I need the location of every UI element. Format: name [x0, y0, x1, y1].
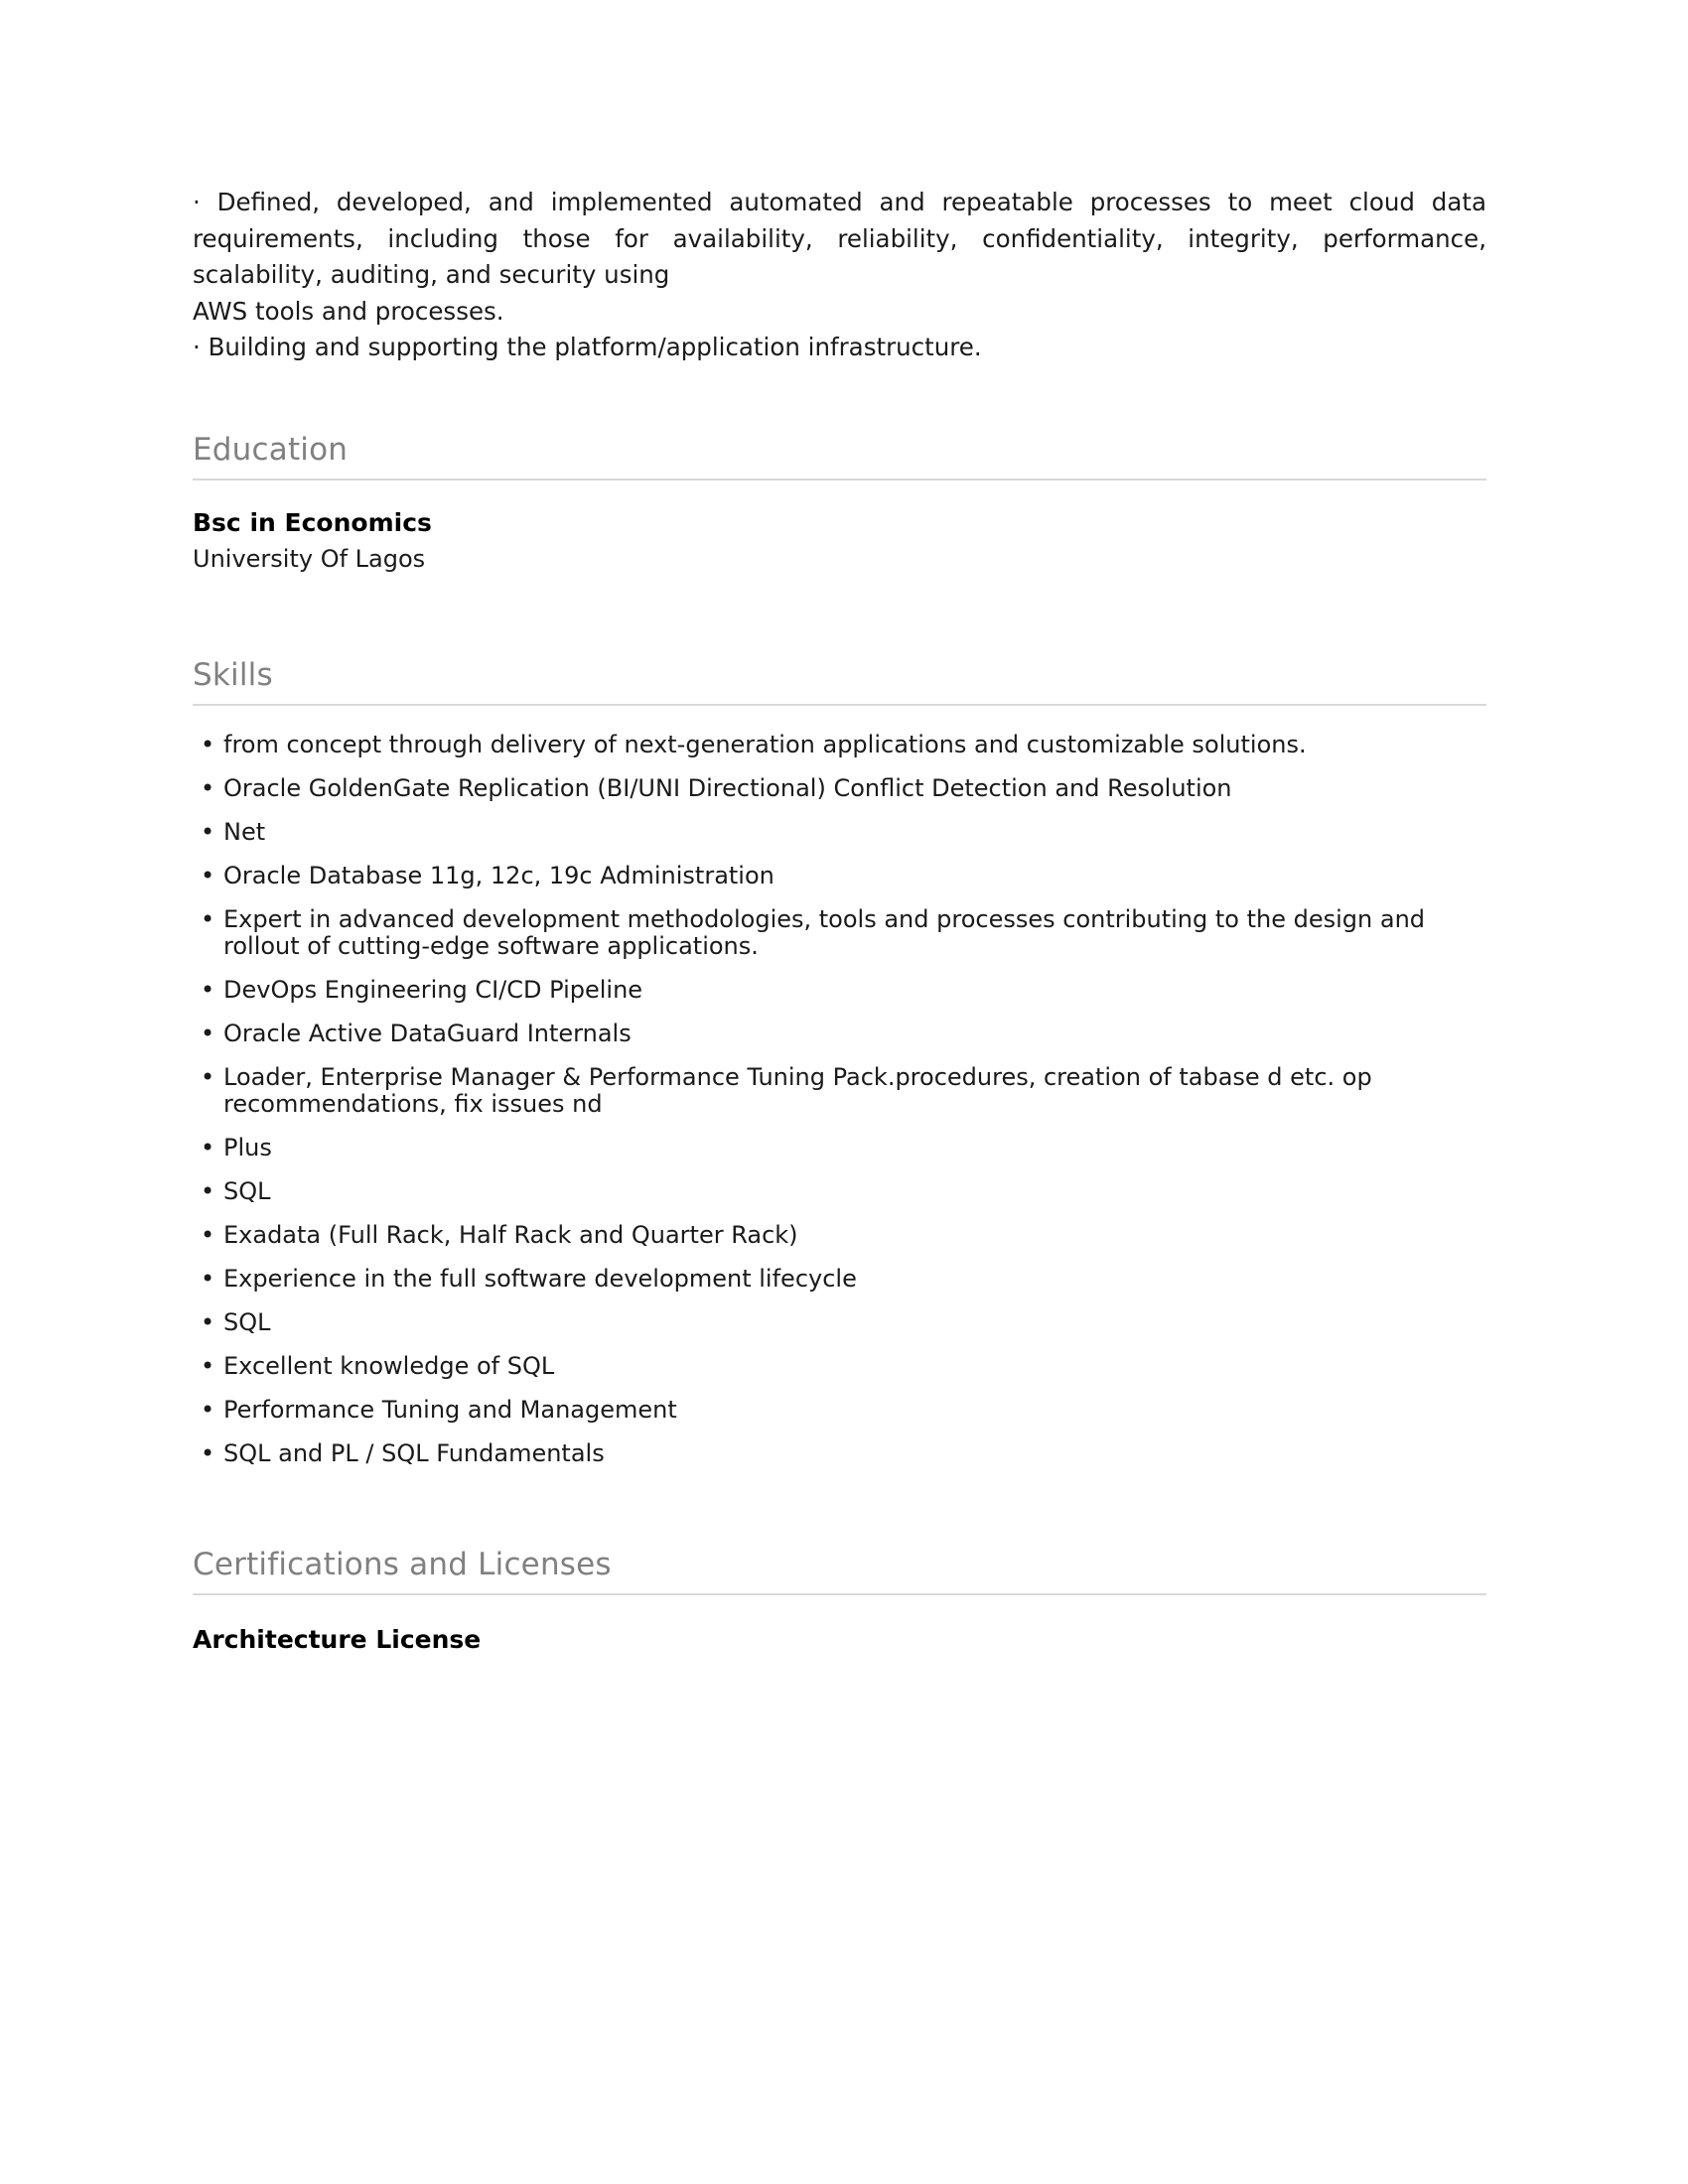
section-heading-education: Education [193, 431, 349, 468]
list-item [193, 906, 1486, 960]
skill-item-label: Performance Tuning and Management [223, 1395, 677, 1424]
intro-paragraph: · Defined, developed, and implemented automated and repeatable processes to meet cloud data requirements, including those for availability, reliability, confidentiality, integrity, performance, scalability, auditing, and security using [193, 188, 1486, 289]
section-heading-certifications: Certifications and Licenses [193, 1546, 612, 1582]
bullet-icon: • [201, 1220, 215, 1249]
bullet-icon: • [201, 861, 215, 889]
document-content [193, 185, 1486, 1657]
list-item [193, 732, 1486, 758]
skill-item-label: Net [223, 817, 266, 846]
skill-item-label: Expert in advanced development methodologies, tools and processes contributing to the design and rollout of cutting-edge software applications. [223, 904, 1426, 960]
education-degree: Bsc in Economics [193, 507, 432, 537]
section-divider-certifications [193, 1593, 1486, 1595]
list-item [193, 1397, 1486, 1424]
bullet-icon: • [201, 1264, 215, 1293]
list-item [193, 775, 1486, 802]
list-item [193, 1178, 1486, 1205]
certification-title: Architecture License [193, 1625, 482, 1655]
skill-item-label: Oracle Active DataGuard Internals [223, 1019, 632, 1047]
skill-item-label: DevOps Engineering CI/CD Pipeline [223, 975, 643, 1004]
section-skills [193, 657, 1486, 1467]
skill-item-label: Plus [223, 1133, 272, 1161]
list-item [193, 977, 1486, 1004]
intro-block [193, 185, 1486, 366]
list-item [193, 1440, 1486, 1467]
intro-line-building-supporting: · Building and supporting the platform/application infrastructure. [193, 333, 982, 361]
section-education [193, 432, 1486, 576]
skill-item-label: Oracle GoldenGate Replication (BI/UNI Directional) Conflict Detection and Resolution [223, 773, 1232, 802]
skill-item-label: from concept through delivery of next-generation applications and customizable solutions. [223, 730, 1307, 758]
bullet-icon: • [201, 1351, 215, 1380]
bullet-icon: • [201, 904, 215, 933]
skill-item-label: Excellent knowledge of SQL [223, 1351, 555, 1380]
skill-item-label: Exadata (Full Rack, Half Rack and Quarter Rack) [223, 1220, 798, 1249]
section-heading-skills: Skills [193, 656, 273, 693]
list-item [193, 1266, 1486, 1293]
bullet-icon: • [201, 773, 215, 802]
section-divider-education [193, 478, 1486, 480]
bullet-icon: • [201, 1438, 215, 1467]
list-item [193, 1064, 1486, 1118]
bullet-icon: • [201, 975, 215, 1004]
bullet-icon: • [201, 1019, 215, 1047]
section-divider-skills [193, 704, 1486, 706]
list-item [193, 819, 1486, 846]
list-item [193, 1309, 1486, 1336]
bullet-icon: • [201, 1395, 215, 1424]
intro-line-aws-tools: AWS tools and processes. [193, 296, 504, 326]
bullet-icon: • [201, 1307, 215, 1336]
bullet-icon: • [201, 817, 215, 846]
skill-item-label: Oracle Database 11g, 12c, 19c Administration [223, 861, 774, 889]
list-item [193, 1021, 1486, 1047]
section-certifications [193, 1547, 1486, 1657]
skill-item-label: SQL [223, 1176, 271, 1205]
skill-item-label: Loader, Enterprise Manager & Performance Tuning Pack.procedures, creation of tabase d etc. op recommendations, fix issues nd [223, 1062, 1372, 1118]
list-item [193, 1222, 1486, 1249]
education-school: University Of Lagos [193, 544, 426, 573]
bullet-icon: • [201, 1133, 215, 1161]
bullet-icon: • [201, 1062, 215, 1091]
bullet-icon: • [201, 730, 215, 758]
skill-item-label: SQL and PL / SQL Fundamentals [223, 1438, 605, 1467]
list-item [193, 1135, 1486, 1161]
bullet-icon: • [201, 1176, 215, 1205]
list-item [193, 863, 1486, 889]
skill-item-label: Experience in the full software development lifecycle [223, 1264, 857, 1293]
certification-entry [193, 1623, 1486, 1657]
skills-list [193, 732, 1486, 1467]
list-item [193, 1353, 1486, 1380]
skill-item-label: SQL [223, 1307, 271, 1336]
education-entry [193, 506, 1486, 576]
